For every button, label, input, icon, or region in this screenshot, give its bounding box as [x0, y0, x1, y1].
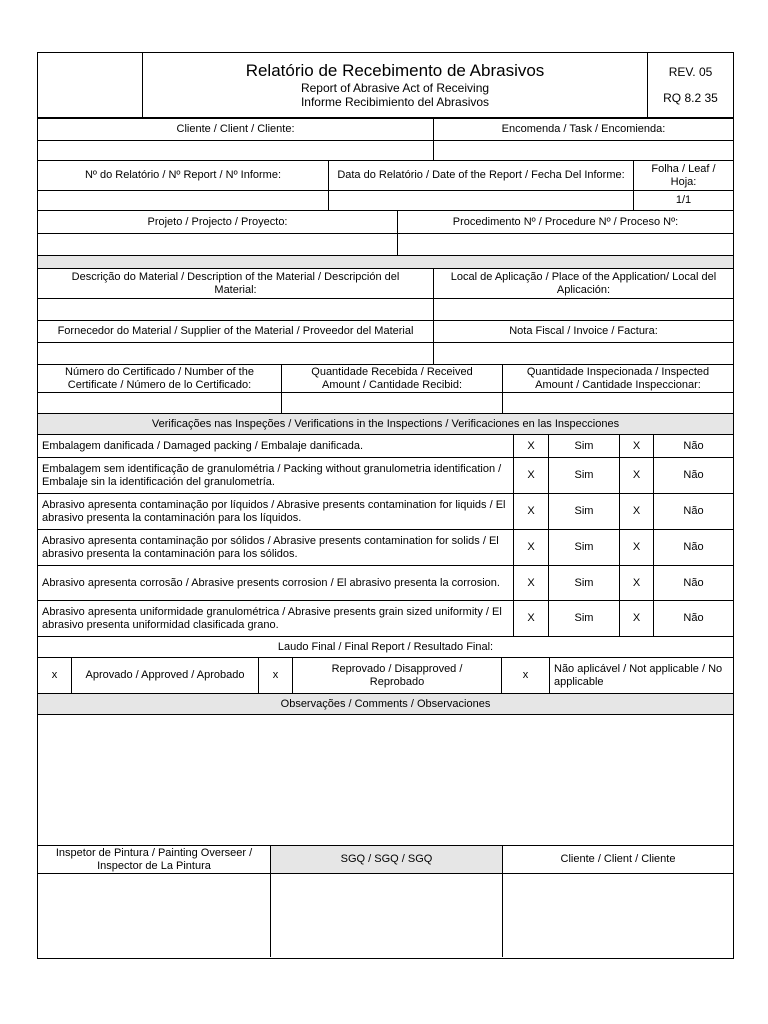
material-description-field[interactable] [38, 298, 433, 320]
invoice-field[interactable] [433, 342, 733, 364]
yes-label: Sim [548, 493, 619, 529]
page-title: Relatório de Recebimento de Abrasivos [245, 61, 545, 80]
observations-heading: Observações / Comments / Observaciones [38, 693, 733, 714]
yes-checkbox[interactable]: X [513, 457, 548, 493]
yes-checkbox[interactable]: X [513, 565, 548, 600]
title-block [142, 53, 647, 117]
not-applicable-label: Não aplicável / Not applicable / No applicable [549, 657, 733, 693]
no-label: Não [653, 529, 733, 565]
procedure-field[interactable] [397, 233, 733, 255]
yes-label: Sim [548, 529, 619, 565]
yes-label: Sim [548, 600, 619, 636]
task-label: Encomenda / Task / Encomienda: [433, 118, 733, 140]
final-report-heading: Laudo Final / Final Report / Resultado Final: [38, 636, 733, 657]
approved-label: Aprovado / Approved / Aprobado [71, 657, 258, 693]
certificate-number-field[interactable] [38, 392, 281, 413]
section-divider [38, 255, 733, 268]
verification-item: Abrasivo apresenta uniformidade granulométrica / Abrasive presents grain sized uniformity / El abrasivo presenta uniformidad clasificada grano. [38, 600, 513, 636]
project-label: Projeto / Projecto / Proyecto: [38, 210, 397, 233]
yes-label: Sim [548, 565, 619, 600]
no-label: Não [653, 565, 733, 600]
certificate-number-label: Número do Certificado / Number of the Certificate / Número de lo Certificado: [38, 364, 281, 392]
supplier-field[interactable] [38, 342, 433, 364]
no-checkbox[interactable]: X [619, 565, 653, 600]
sgq-signature-field[interactable] [270, 873, 502, 957]
quantity-received-label: Quantidade Recebida / Received Amount / Cantidade Recibid: [281, 364, 502, 392]
verification-item: Abrasivo apresenta corrosão / Abrasive presents corrosion / El abrasivo presenta la corrosion. [38, 565, 513, 600]
yes-checkbox[interactable]: X [513, 434, 548, 457]
material-description-label: Descrição do Material / Description of the Material / Descripción del Material: [38, 268, 433, 298]
quantity-inspected-label: Quantidade Inspecionada / Inspected Amount / Cantidade Inspeccionar: [502, 364, 733, 392]
disapproved-checkbox[interactable]: x [258, 657, 292, 693]
yes-label: Sim [548, 457, 619, 493]
no-checkbox[interactable]: X [619, 457, 653, 493]
sgq-label: SGQ / SGQ / SGQ [270, 845, 502, 873]
header-box [37, 52, 734, 118]
leaf-value: 1/1 [633, 190, 733, 210]
quantity-inspected-field[interactable] [502, 392, 733, 413]
observations-field[interactable] [38, 714, 733, 845]
not-applicable-checkbox[interactable]: x [501, 657, 549, 693]
client-signature-label: Cliente / Client / Cliente [502, 845, 733, 873]
task-field[interactable] [433, 140, 733, 160]
report-date-field[interactable] [328, 190, 633, 210]
yes-checkbox[interactable]: X [513, 493, 548, 529]
no-checkbox[interactable]: X [619, 600, 653, 636]
revision-label: REV. 05 [668, 65, 713, 79]
report-date-label: Data do Relatório / Date of the Report / Fecha Del Informe: [328, 160, 633, 190]
inspector-signature-field[interactable] [38, 873, 270, 957]
no-checkbox[interactable]: X [619, 493, 653, 529]
disapproved-label: Reprovado / Disapproved / Reprobado [292, 657, 501, 693]
quantity-received-field[interactable] [281, 392, 502, 413]
supplier-label: Fornecedor do Material / Supplier of the Material / Proveedor del Material [38, 320, 433, 342]
no-label: Não [653, 434, 733, 457]
logo-area [38, 53, 142, 117]
page-subtitle-en: Report of Abrasive Act of Receiving [300, 81, 490, 95]
no-label: Não [653, 457, 733, 493]
verification-item: Embalagem sem identificação de granulométria / Packing without granulometria identification / Embalaje sin la identificación del granulometría. [38, 457, 513, 493]
verifications-heading: Verificações nas Inspeções / Verifications in the Inspections / Verificaciones en las Inspecciones [38, 413, 733, 434]
approved-checkbox[interactable]: x [38, 657, 71, 693]
client-field[interactable] [38, 140, 433, 160]
no-checkbox[interactable]: X [619, 434, 653, 457]
procedure-label: Procedimento Nº / Procedure Nº / Proceso Nº: [397, 210, 733, 233]
form-table [37, 118, 734, 959]
application-place-field[interactable] [433, 298, 733, 320]
no-label: Não [653, 600, 733, 636]
leaf-label: Folha / Leaf / Hoja: [633, 160, 733, 190]
yes-checkbox[interactable]: X [513, 600, 548, 636]
project-field[interactable] [38, 233, 397, 255]
page-subtitle-es: Informe Recibimiento del Abrasivos [300, 95, 490, 109]
no-checkbox[interactable]: X [619, 529, 653, 565]
document-code: RQ 8.2 35 [663, 91, 718, 105]
revision-block [647, 53, 733, 117]
yes-checkbox[interactable]: X [513, 529, 548, 565]
client-signature-field[interactable] [502, 873, 733, 957]
verification-item: Abrasivo apresenta contaminação por sólidos / Abrasive presents contamination for solids / El abrasivo presenta la contaminación para los sólidos. [38, 529, 513, 565]
yes-label: Sim [548, 434, 619, 457]
report-number-field[interactable] [38, 190, 328, 210]
report-number-label: Nº do Relatório / Nº Report / Nº Informe: [38, 160, 328, 190]
application-place-label: Local de Aplicação / Place of the Application/ Local del Aplicación: [433, 268, 733, 298]
client-label: Cliente / Client / Cliente: [38, 118, 433, 140]
no-label: Não [653, 493, 733, 529]
inspector-label: Inspetor de Pintura / Painting Overseer / Inspector de La Pintura [38, 845, 270, 873]
invoice-label: Nota Fiscal / Invoice / Factura: [433, 320, 733, 342]
verification-item: Embalagem danificada / Damaged packing / Embalaje danificada. [38, 434, 513, 457]
verification-item: Abrasivo apresenta contaminação por líquidos / Abrasive presents contamination for liquids / El abrasivo presenta la contaminación para los líquidos. [38, 493, 513, 529]
